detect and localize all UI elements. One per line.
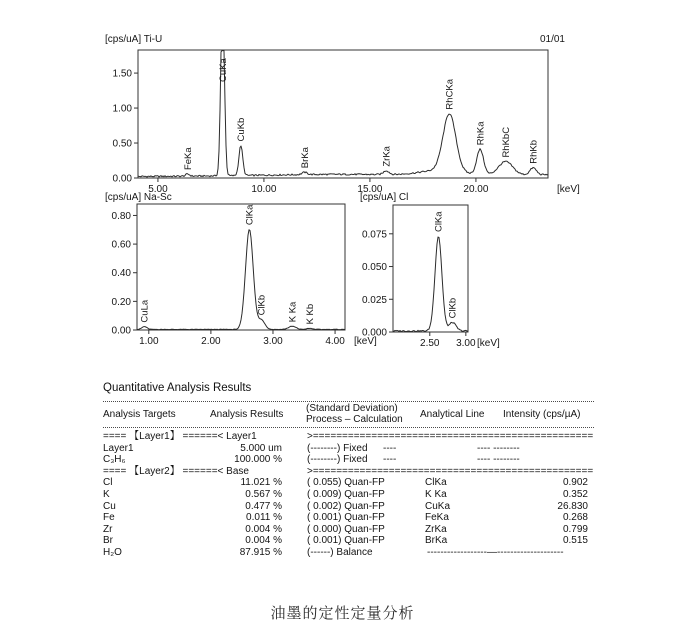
peak-label: BrKa [299,147,311,169]
cell-analysis-target: Fe [103,512,115,524]
divider-line-top [103,401,594,402]
cell-process: ( 0.055) Quan-FP [307,477,385,489]
cell-process: ( 0.001) Quan-FP [307,535,385,547]
cell-intensity: 0.799 [562,523,588,535]
layer-separator-right: >================================================ [307,431,594,442]
cell-analytical-line: BrKa [425,535,448,547]
cell-process-dashes: ---- [383,442,397,454]
layer-separator-left: ==== 【Layer1】 ======< Layer1 [103,431,257,442]
peak-label: ClKb [256,294,268,316]
layer-separator-left: ==== 【Layer2】 ======< Base [103,465,249,477]
figure-caption: 油墨的定性定量分析 [270,605,415,622]
y-tick-label: 0.50 [112,138,132,150]
x-tick-label: 3.00 [263,336,283,347]
peak-label: ClKa [433,211,445,233]
cell-line-dashes: ---- -------- [477,454,520,466]
cell-process: ( 0.002) Quan-FP [307,500,385,512]
peak-label: ClKb [447,297,459,319]
x-tick-label: 10.00 [251,184,277,195]
x-axis-unit: [keV] [354,336,377,347]
cell-line-dashes: ---- -------- [477,442,520,454]
y-tick-label: 0.40 [111,268,131,280]
cell-analysis-target: Cu [103,500,116,512]
y-tick-label: 0.20 [111,296,131,308]
y-tick-label: 0.000 [361,327,387,339]
chart-units-label: [cps/uA] Ti-U [105,34,163,45]
y-tick-label: 0.00 [111,325,131,337]
y-tick-label: 1.50 [112,68,132,80]
page-indicator: 01/01 [539,34,565,45]
x-axis-unit: [keV] [477,338,500,349]
cell-analysis-target: K [103,489,110,500]
cell-analytical-line: ZrKa [425,523,447,535]
peak-label: K Kb [304,303,316,325]
cell-analysis-result: 0.011 % [246,512,282,524]
chart-units-label: [cps/uA] Na-Sc [105,192,172,203]
cell-analysis-result: 0.004 % [245,535,282,547]
x-tick-label: 2.00 [201,336,221,347]
peak-label: RhKb [528,139,540,164]
cell-analytical-line: ClKa [425,477,447,489]
peak-label: RhKa [475,121,487,146]
cell-analysis-result: 0.567 % [245,489,282,500]
peak-label: CuKb [236,117,248,142]
col-header-standard-deviation: (Standard Deviation) [306,403,398,414]
spectrum-chart-ti-u [95,30,600,198]
x-tick-label: 15.00 [357,184,383,195]
y-tick-label: 0.075 [361,229,387,241]
layer-separator-right: >================================================ [307,465,594,477]
col-header-process-calculation: Process – Calculation [306,414,403,425]
cell-intensity: 0.902 [562,477,588,489]
x-tick-label: 4.00 [325,336,345,347]
cell-process: ( 0.000) Quan-FP [307,523,385,535]
cell-process: (--------) Fixed [307,454,368,466]
cell-analytical-line: CuKa [425,500,451,512]
peak-label: CuLa [139,299,151,323]
cell-analysis-result: 0.477 % [245,500,282,512]
cell-analysis-target: C₃H₆ [103,454,126,466]
peak-label: RhCKa [444,78,456,110]
y-tick-label: 0.025 [361,294,387,306]
x-tick-label: 3.00 [456,338,476,349]
cell-intensity: 26.830 [557,500,588,512]
cell-analysis-result: 11.021 % [240,477,282,489]
cell-analytical-line: K Ka [425,489,447,500]
x-tick-label: 1.00 [139,336,159,347]
col-header-intensity: Intensity (cps/µA) [503,409,581,420]
cell-intensity: 0.352 [562,489,588,500]
peak-label: ClKa [244,204,256,226]
col-header-analysis-results: Analysis Results [210,409,284,420]
col-header-analytical-line: Analytical Line [420,409,485,420]
cell-analysis-target: Br [103,535,113,547]
cell-analysis-result: 0.004 % [245,523,282,535]
y-tick-label: 0.60 [111,239,131,251]
cell-process-dashes: ---- [383,454,397,466]
cell-analysis-result: 100.000 % [234,454,282,466]
x-tick-label: 5.00 [148,184,168,195]
cell-analytical-line: FeKa [425,512,449,524]
x-tick-label: 20.00 [463,184,489,195]
cell-line-dashes: ------------------—-------------------- [427,547,564,558]
cell-analysis-target: H₂O [103,547,122,558]
peak-label: RhKbC [500,126,512,158]
peak-label: FeKa [182,147,194,171]
spectrum-trace [138,51,548,178]
cell-intensity: 0.268 [562,512,588,524]
spectrum-chart-na-sc [95,188,375,356]
cell-analysis-result: 5.000 um [240,442,282,454]
spectrum-chart-cl [350,188,510,356]
cell-analysis-target: Cl [103,477,113,489]
table-title: Quantitative Analysis Results [103,382,252,394]
y-tick-label: 0.050 [361,262,387,274]
peak-label: ZrKa [381,146,393,167]
y-tick-label: 1.00 [112,103,132,115]
plot-frame [138,50,548,178]
cell-process: (--------) Fixed [307,442,368,454]
divider-line-header [103,427,594,428]
cell-analysis-result: 87.915 % [239,547,282,558]
col-header-analysis-targets: Analysis Targets [103,409,176,420]
chart-units-label: [cps/uA] Cl [360,192,409,203]
cell-analysis-target: Zr [103,523,113,535]
peak-label: CuKa [217,58,229,82]
cell-process: ( 0.009) Quan-FP [307,489,385,500]
y-tick-label: 0.00 [112,173,132,185]
cell-analysis-target: Layer1 [103,442,134,454]
peak-label: K Ka [287,301,299,323]
x-axis-unit: [keV] [557,184,580,195]
y-tick-label: 0.80 [111,210,131,222]
cell-process: ( 0.001) Quan-FP [307,512,385,524]
cell-process: (------) Balance [307,547,373,558]
x-tick-label: 2.50 [420,338,440,349]
cell-intensity: 0.515 [562,535,588,547]
